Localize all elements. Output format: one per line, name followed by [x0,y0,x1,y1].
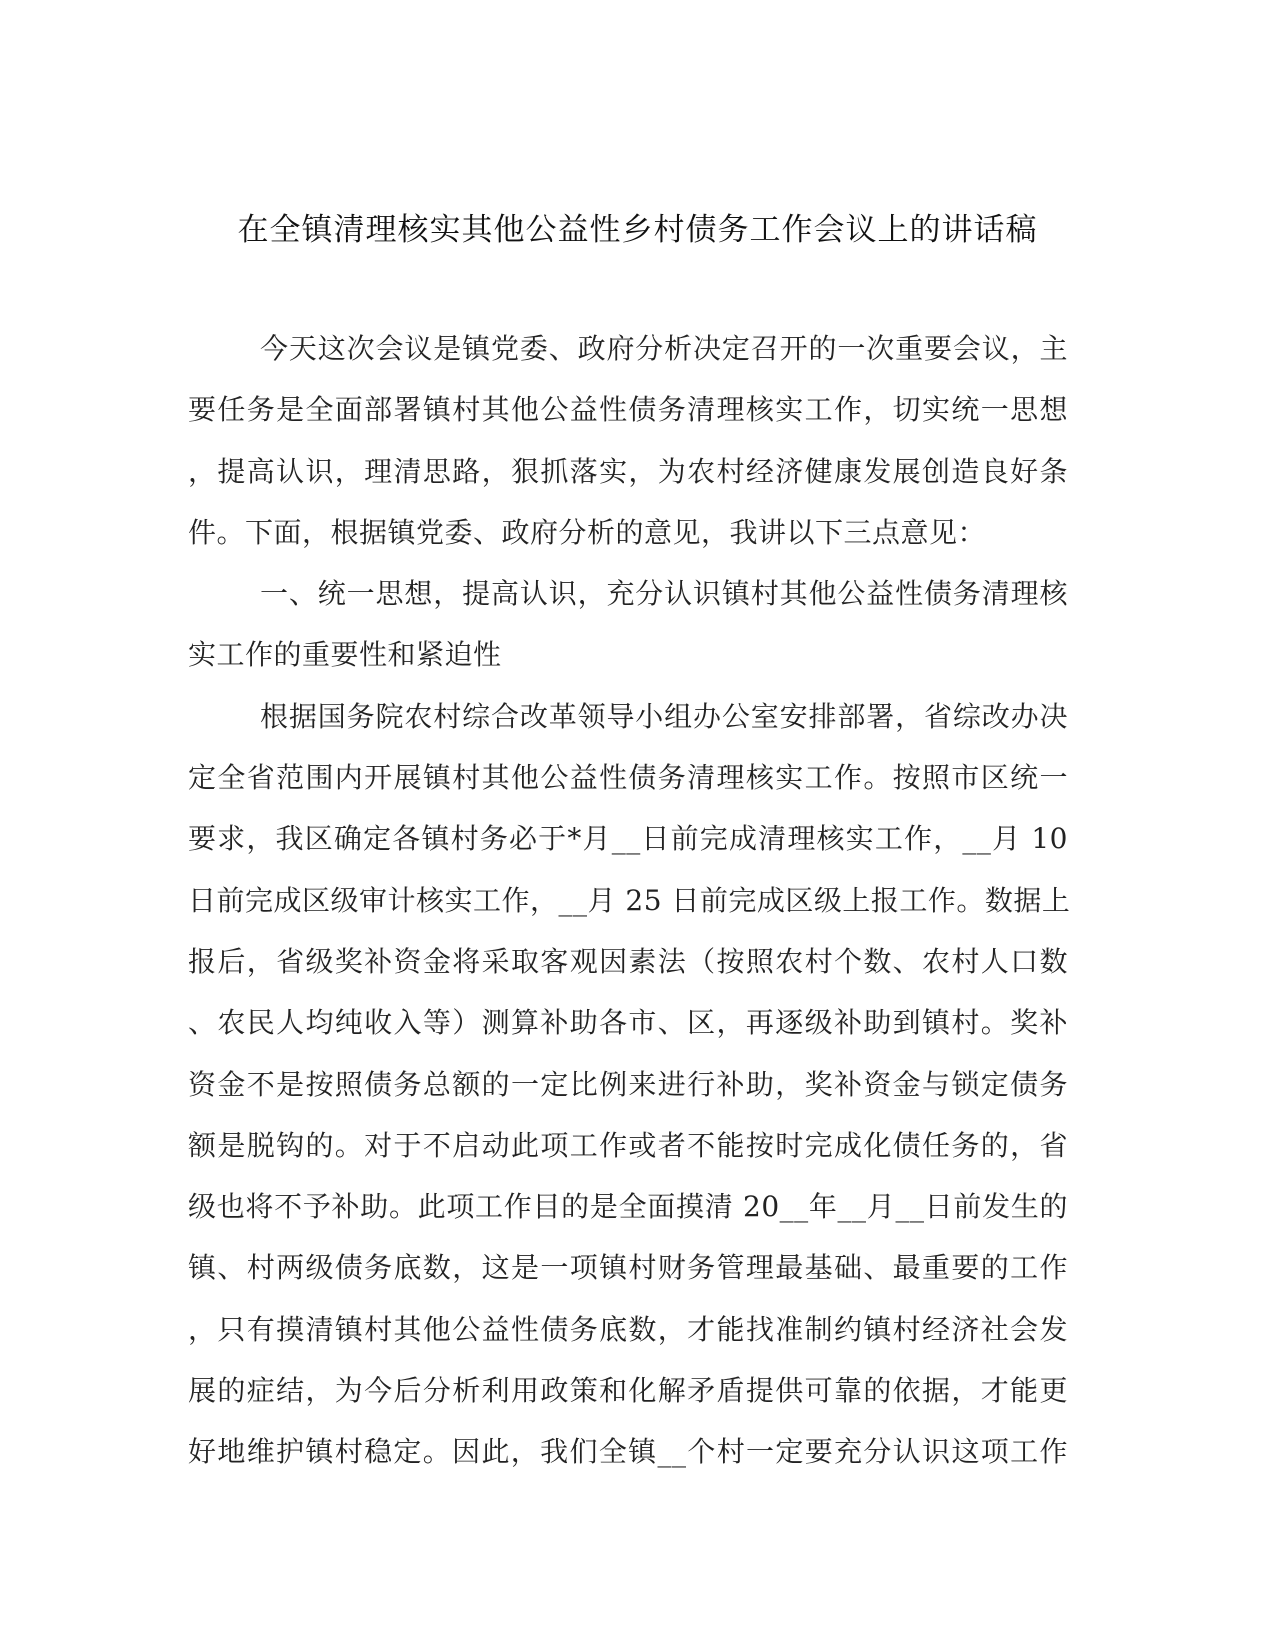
document-body [188,329,1071,1494]
text-line: 报后，省级奖补资金将采取客观因素法（按照农村个数、农村人口数 [188,944,1068,978]
text-line: 好地维护镇村稳定。因此，我们全镇__个村一定要充分认识这项工作 [188,1435,1068,1469]
text-line: 定全省范围内开展镇村其他公益性债务清理核实工作。按照市区统一 [188,761,1068,795]
text-line: 额是脱钩的。对于不启动此项工作或者不能按时完成化债任务的，省 [188,1128,1068,1162]
text-line: 展的症结，为今后分析利用政策和化解矛盾提供可靠的依据，才能更 [188,1374,1068,1408]
text-line: ，只有摸清镇村其他公益性债务底数，才能找准制约镇村经济社会发 [188,1312,1068,1346]
text-line: 资金不是按照债务总额的一定比例来进行补助，奖补资金与锁定债务 [188,1067,1068,1101]
text-line: 、农民人均纯收入等）测算补助各市、区，再逐级补助到镇村。奖补 [188,1006,1068,1040]
section-heading-line: 实工作的重要性和紧迫性 [188,638,502,672]
text-line: 级也将不予补助。此项工作目的是全面摸清 20__年__月__日前发生的 [188,1190,1068,1224]
text-line: 要任务是全面部署镇村其他公益性债务清理核实工作，切实统一思想 [188,393,1068,427]
text-line: 镇、村两级债务底数，这是一项镇村财务管理最基础、最重要的工作 [188,1251,1068,1285]
text-line: 今天这次会议是镇党委、政府分析决定召开的一次重要会议，主 [260,332,1068,365]
text-line: 日前完成区级审计核实工作，__月 25 日前完成区级上报工作。数据上 [188,883,1071,917]
text-line: 要求，我区确定各镇村务必于*月__日前完成清理核实工作，__月 10 [188,822,1068,856]
section-heading-line: 一、统一思想，提高认识，充分认识镇村其他公益性债务清理核 [260,577,1068,611]
text-line: ，提高认识，理清思路，狠抓落实，为农村经济健康发展创造良好条 [188,454,1068,488]
text-line: 根据国务院农村综合改革领导小组办公室安排部署，省综改办决 [260,699,1068,733]
document-title: 在全镇清理核实其他公益性乡村债务工作会议上的讲话稿 [237,212,1038,248]
text-line: 件。下面，根据镇党委、政府分析的意见，我讲以下三点意见： [188,515,987,549]
